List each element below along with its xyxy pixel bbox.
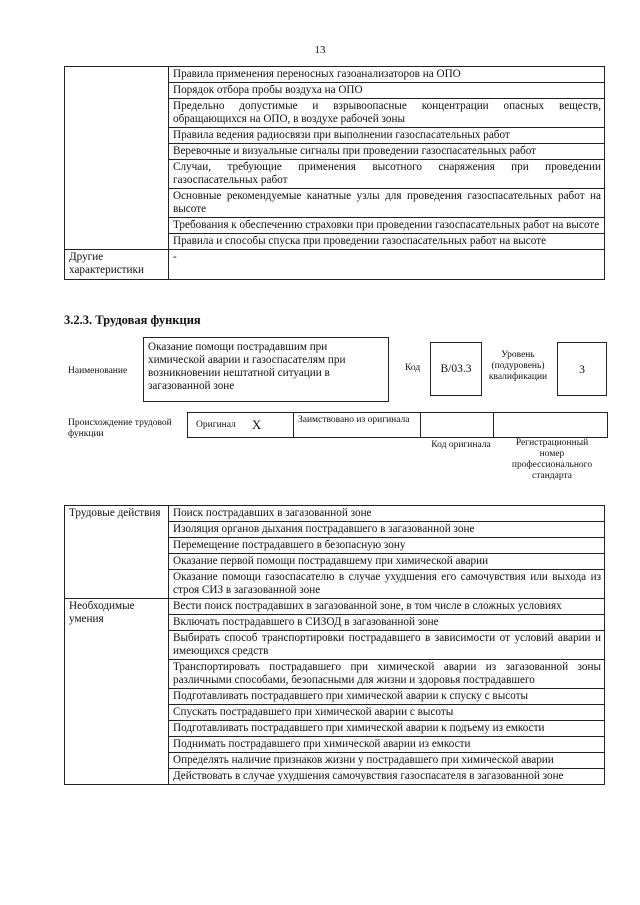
skill-item: Действовать в случае ухудшения самочувствия газоспасателя в загазованной зоне <box>169 769 605 785</box>
skill-item: Поднимать пострадавшего при химической аварии из емкости <box>169 737 605 753</box>
skills-label: Необходимые умения <box>65 599 169 785</box>
skill-item: Спускать пострадавшего при химической аварии с высоты <box>169 705 605 721</box>
code-box: B/03.3 <box>430 342 482 396</box>
origin-row <box>187 412 608 438</box>
reg-number-cell <box>494 413 607 437</box>
knowledge-label-cell <box>65 67 169 250</box>
knowledge-item: Правила и способы спуска при проведении газоспасательных работ на высоте <box>169 234 605 250</box>
labor-action-item: Поиск пострадавших в загазованной зоне <box>169 506 605 522</box>
skill-item: Транспортировать пострадавшего при химической аварии из загазованной зоны различными способами, безопасными для жизни и здоровья пострадавшего <box>169 660 605 689</box>
level-box: 3 <box>557 342 607 396</box>
skill-item: Вести поиск пострадавших в загазованной зоне, в том числе в сложных условиях <box>169 599 605 615</box>
skill-item: Подготавливать пострадавшего при химической аварии к подъему из емкости <box>169 721 605 737</box>
original-label: Оригинал <box>196 420 236 430</box>
labor-action-item: Перемещение пострадавшего в безопасную зону <box>169 538 605 554</box>
origin-code-caption: Код оригинала <box>431 440 491 450</box>
other-characteristics-value: - <box>169 250 605 280</box>
name-label: Наименование <box>68 366 128 376</box>
knowledge-item: Правила ведения радиосвязи при выполнении газоспасательных работ <box>169 128 605 144</box>
origin-code-cell <box>421 413 494 437</box>
knowledge-item: Правила применения переносных газоанализаторов на ОПО <box>169 67 605 83</box>
knowledge-item: Веревочные и визуальные сигналы при проведении газоспасательных работ <box>169 144 605 160</box>
labor-action-item: Оказание первой помощи пострадавшему при химической аварии <box>169 554 605 570</box>
code-label: Код <box>405 363 421 373</box>
borrowed-label: Заимствовано из оригинала <box>294 413 421 437</box>
function-name-box: Оказание помощи пострадавшим при химической аварии и газоспасателям при возникновении нештатной ситуации в загазованной зоне <box>143 337 389 402</box>
original-mark: Х <box>251 417 262 432</box>
knowledge-item: Порядок отбора пробы воздуха на ОПО <box>169 83 605 99</box>
skill-item: Включать пострадавшего в СИЗОД в загазованной зоне <box>169 615 605 631</box>
level-label: Уровень (подуровень) квалификации <box>488 350 548 382</box>
labor-action-item: Оказание помощи газоспасателю в случае ухудшения его самочувствия или выхода из строя СИЗ в загазованной зоне <box>169 570 605 599</box>
labor-actions-label: Трудовые действия <box>65 506 169 599</box>
knowledge-item: Основные рекомендуемые канатные узлы для проведения газоспасательных работ на высоте <box>169 189 605 218</box>
reg-number-caption: Регистрационный номер профессионального стандарта <box>511 438 593 481</box>
function-table <box>64 505 605 785</box>
original-cell <box>188 413 294 437</box>
knowledge-item: Требования к обеспечению страховки при проведении газоспасательных работ на высоте <box>169 218 605 234</box>
knowledge-table <box>64 66 605 280</box>
section-heading: 3.2.3. Трудовая функция <box>64 313 201 327</box>
knowledge-item: Случаи, требующие применения высотного снаряжения при проведении газоспасательных работ <box>169 160 605 189</box>
other-characteristics-label: Другие характеристики <box>65 250 169 280</box>
page-number: 13 <box>314 44 326 56</box>
skill-item: Выбирать способ транспортировки пострадавшего в зависимости от условий аварии и имеющихся средств <box>169 631 605 660</box>
skill-item: Определять наличие признаков жизни у пострадавшего при химической аварии <box>169 753 605 769</box>
labor-action-item: Изоляция органов дыхания пострадавшего в загазованной зоне <box>169 522 605 538</box>
knowledge-item: Предельно допустимые и взрывоопасные концентрации опасных веществ, обращающихся на ОПО, в воздухе рабочей зоны <box>169 99 605 128</box>
skill-item: Подготавливать пострадавшего при химической аварии к спуску с высоты <box>169 689 605 705</box>
origin-label: Происхождение трудовой функции <box>68 418 172 439</box>
